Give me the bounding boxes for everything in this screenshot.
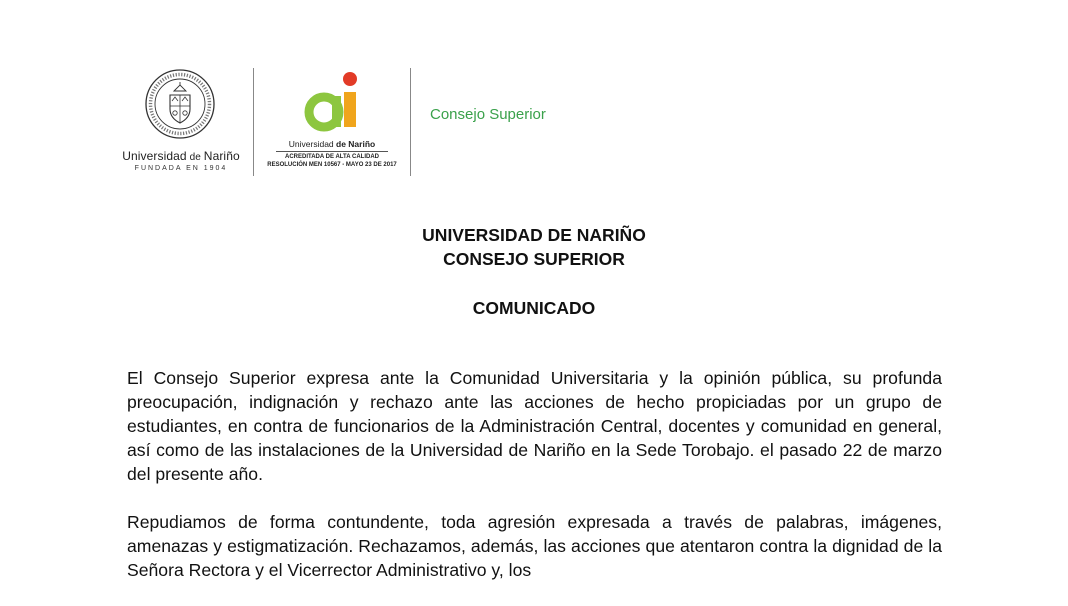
title-council: CONSEJO SUPERIOR [443,249,625,269]
body-paragraph: El Consejo Superior expresa ante la Comunidad Universitaria y la opinión pública, su profunda preocupación, indignación y rechazo ante las acciones de hecho propiciadas por un grupo de estudiantes, en contra de funcionarios de la Administración Central, docentes y comunidad en general, así como de las instalaciones de la Universidad de Nariño en la Sede Torobajo. el pasado 22 de marzo del presente año. [127,368,942,484]
accreditation-text: ACREDITADA DE ALTA CALIDAD [285,154,379,160]
seal-founded-text: FUNDADA EN 1904 [134,165,228,172]
document-headings [0,223,1068,320]
ai-accreditation-logo-icon [296,68,366,138]
ai-university-name: Universidad de Nariño [288,139,376,149]
seal-university-name: Universidad de Nariño [122,149,240,163]
university-seal-block [120,66,242,178]
resolution-text: RESOLUCIÓN MEN 10567 - MAYO 23 DE 2017 [267,162,397,168]
title-university: UNIVERSIDAD DE NARIÑO [422,225,646,245]
ai-underline [276,151,388,152]
body-paragraph: Repudiamos de forma contundente, toda agresión expresada a través de palabras, imágenes, amenazas y estigmatización. Rechazamos, además, las acciones que atentaron contra la dignidad de la Señora Rectora y el Vicerrector Administrativo y, los [127,512,942,580]
doc-type-heading: COMUNICADO [472,298,596,318]
council-name: Consejo Superior [430,106,546,123]
letterhead-divider [410,68,411,176]
university-seal-icon [144,68,216,140]
letterhead [120,66,580,178]
accreditation-logo-block [262,66,402,178]
letterhead-divider [253,68,254,176]
communique-body [127,366,942,606]
